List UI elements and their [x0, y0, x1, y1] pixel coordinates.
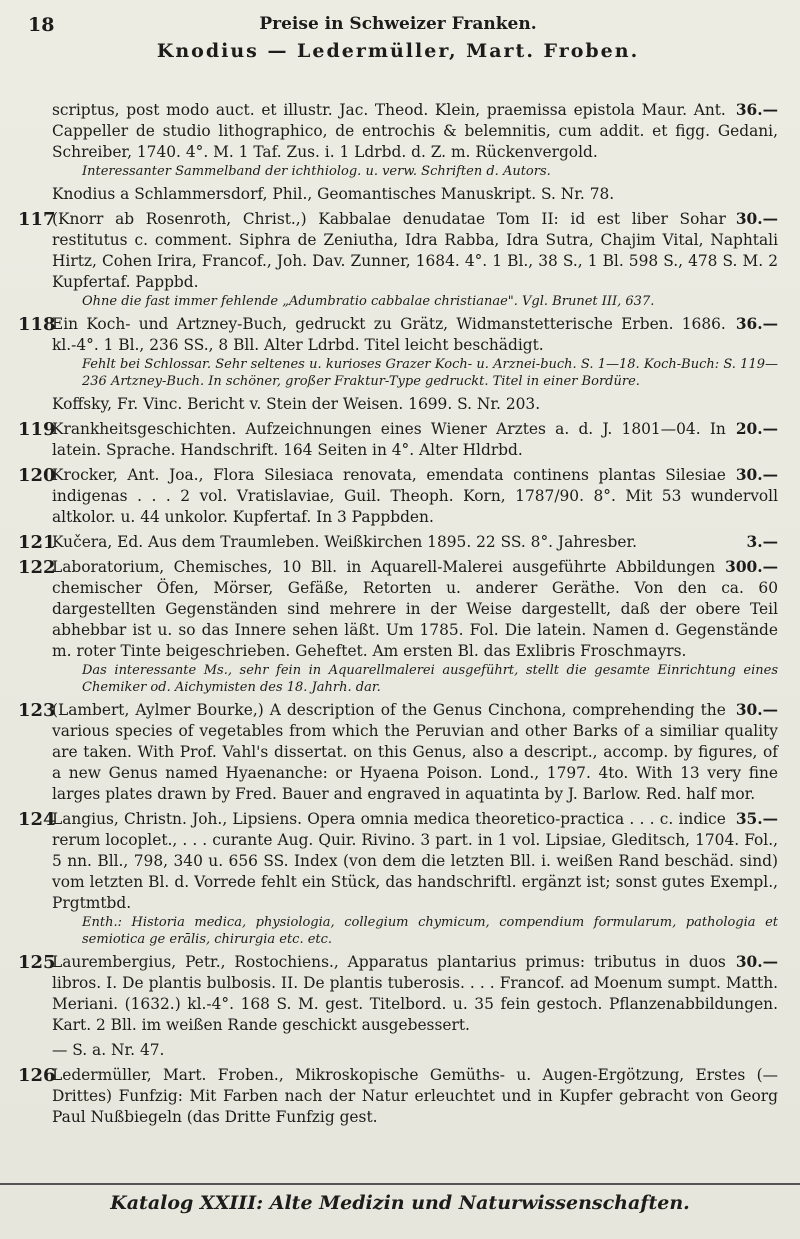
entry-description — [52, 394, 778, 415]
entry-text: Laurembergius, Petr., Rostochiens., Apparatus plantarius primus: tributus in duos libros. I. De plantis bulbosis. II. De plantis tuberosis. . . . Francof. ad Moenum sumpt. Matth. Meriani. (1632.) kl.-4°. 168 S. M. gest. Titelbord. u. 35 fein gestoch. Pflanzenabbildungen. Kart. 2 Bll. im weißen Rande geschickt ausgebessert. — [52, 953, 778, 1034]
entry-description — [52, 557, 778, 662]
entries-list — [18, 100, 778, 1128]
entry-number: 122 — [18, 557, 56, 578]
entry-price: 30.— — [735, 210, 778, 228]
entry-description — [52, 209, 778, 293]
catalog-footer: Katalog XXIII: Alte Medizin und Naturwissenschaften. — [110, 1192, 690, 1214]
catalog-entry — [18, 100, 778, 180]
catalog-entry — [18, 394, 778, 415]
catalog-entry — [18, 952, 778, 1036]
entry-description — [52, 532, 778, 553]
entry-text: Kučera, Ed. Aus dem Traumleben. Weißkirchen 1895. 22 SS. 8°. Jahresber. — [52, 533, 638, 551]
entry-note: Fehlt bei Schlossar. Sehr seltenes u. kurioses Grazer Koch- u. Arznei-buch. S. 1—18. Koch-Buch: S. 119—236 Artzney-Buch. In schöner, großer Fraktur-Type gedruckt. Titel in einer Bordüre. — [82, 357, 778, 389]
catalog-entry — [18, 532, 778, 553]
catalog-entry — [18, 557, 778, 696]
entry-price: 36.— — [735, 101, 778, 119]
entry-price: 30.— — [735, 953, 778, 971]
entry-description — [52, 952, 778, 1036]
catalog-entry — [18, 809, 778, 948]
entry-price: 30.— — [735, 466, 778, 484]
entry-description — [52, 465, 778, 528]
catalog-entry — [18, 209, 778, 310]
entry-description — [52, 1040, 778, 1061]
entry-description — [52, 314, 778, 356]
catalog-entry — [18, 419, 778, 461]
entry-text: Knodius a Schlammersdorf, Phil., Geomantisches Manuskript. S. Nr. 78. — [52, 185, 615, 203]
running-head-range: Knodius — Ledermüller, Mart. Froben. — [156, 40, 640, 62]
entry-price: 35.— — [735, 810, 778, 828]
entry-description — [52, 419, 778, 461]
entry-number: 123 — [18, 700, 56, 721]
entry-price: 30.— — [735, 701, 778, 719]
entry-text: Langius, Christn. Joh., Lipsiens. Opera omnia medica theoretico-practica . . . c. indice rerum locoplet., . . . curante Aug. Quir. Rivino. 3 part. in 1 vol. Lipsiae, Gleditsch, 1704. Fol., 5 nn. Bll., 798, 340 u. 656 SS. Index (von dem die letzten Bll. i. weißen Rand beschäd. sind) vom letzten Bl. d. Vorrede fehlt ein Stück, das handschriftl. ergänzt ist; sonst gutes Exempl., Prgtmtbd. — [52, 810, 778, 912]
entry-number: 121 — [18, 532, 56, 553]
entry-description — [52, 184, 778, 205]
entry-text: — S. a. Nr. 47. — [52, 1041, 165, 1059]
entry-description — [52, 100, 778, 163]
entry-text: Krocker, Ant. Joa., Flora Silesiaca renovata, emendata continens plantas Silesiae indigenas . . . 2 vol. Vratislaviae, Guil. Theoph. Korn, 1787/90. 8°. Mit 53 wundervoll altkolor. u. 44 unkolor. Kupfertaf. In 3 Pappbden. — [52, 466, 778, 526]
entry-text: Ein Koch- und Artzney-Buch, gedruckt zu Grätz, Widmanstetterische Erben. 1686. kl.-4°. 1 Bl., 236 SS., 8 Bll. Alter Ldrbd. Titel leicht beschädigt. — [52, 315, 726, 354]
entry-number: 126 — [18, 1065, 56, 1086]
entry-description — [52, 700, 778, 805]
entry-number: 120 — [18, 465, 56, 486]
entry-description — [52, 809, 778, 914]
footer-rule — [0, 1183, 800, 1185]
entry-price: 3.— — [746, 533, 778, 551]
running-head-price-note: Preise in Schweizer Franken. — [259, 14, 537, 34]
entry-note: Das interessante Ms., sehr fein in Aquarellmalerei ausgeführt, stellt die gesamte Einrichtung eines Chemiker od. Aichymisten des 18. Jahrh. dar. — [82, 663, 778, 695]
entry-note: Interessanter Sammelband der ichthiolog. u. verw. Schriften d. Autors. — [82, 164, 551, 179]
catalog-entry — [18, 314, 778, 390]
entry-text: Krankheitsgeschichten. Aufzeichnungen eines Wiener Arztes a. d. J. 1801—04. In latein. Sprache. Handschrift. 164 Seiten in 4°. Alter Hldrbd. — [52, 420, 726, 459]
entry-text: (Lambert, Aylmer Bourke,) A description of the Genus Cinchona, comprehending the various species of vegetables from which the Peruvian and other Barks of a similiar quality are taken. With Prof. Vahl's dissertat. on this Genus, also a descript., accomp. by figures, of a new Genus named Hyaenanche: or Hyaena Poison. Lond., 1797. 4to. With 13 very fine larges plates drawn by Fred. Bauer and engraved in aquatinta by J. Barlow. Red. half mor. — [52, 701, 778, 803]
page-header — [18, 10, 778, 100]
catalog-entry — [18, 1065, 778, 1128]
entry-price: 300.— — [725, 558, 778, 576]
entry-number: 119 — [18, 419, 56, 440]
entry-text: scriptus, post modo auct. et illustr. Jac. Theod. Klein, praemissa epistola Maur. Ant. Cappeller de studio lithographico, de entrochis & belemnitis, cum addit. et figg. Gedani, Schreiber, 1740. 4°. M. 1 Taf. Zus. i. 1 Ldrbd. d. Z. m. Rückenvergold. — [52, 101, 778, 161]
entry-price: 20.— — [735, 420, 778, 438]
entry-price: 36.— — [735, 315, 778, 333]
entry-text: (Knorr ab Rosenroth, Christ.,) Kabbalae denudatae Tom II: id est liber Sohar restitutus c. comment. Siphra de Zeniutha, Idra Rabba, Idra Sutra, Chajim Vital, Naphtali Hirtz, Cohen Irira, Francof., Joh. Dav. Zunner, 1684. 4°. 1 Bl., 38 S., 1 Bl. 598 S., 478 S. M. 2 Kupfertaf. Pappbd. — [52, 210, 778, 291]
catalog-entry — [18, 465, 778, 528]
entry-text: Ledermüller, Mart. Froben., Mikroskopische Gemüths- u. Augen-Ergötzung, Erstes (— Drittes) Funfzig: Mit Farben nach der Natur erleuchtet und in Kupfer gebracht von Georg Paul Nußbiegeln (das Dritte Funfzig gest. — [52, 1066, 778, 1126]
entry-note: Enth.: Historia medica, physiologia, collegium chymicum, compendium formularum, pathologia et semiotica ge erālis, chirurgia etc. etc. — [82, 915, 778, 947]
entry-description — [52, 1065, 778, 1128]
entry-number: 125 — [18, 952, 56, 973]
catalog-entry — [18, 1040, 778, 1061]
entry-note: Ohne die fast immer fehlende „Adumbratio cabbalae christianae". Vgl. Brunet III, 637. — [82, 294, 655, 309]
entry-text: Koffsky, Fr. Vinc. Bericht v. Stein der Weisen. 1699. S. Nr. 203. — [52, 395, 541, 413]
page-number: 18 — [28, 14, 55, 36]
entry-text: Laboratorium, Chemisches, 10 Bll. in Aquarell-Malerei ausgeführte Abbildungen chemischer Öfen, Mörser, Gefäße, Retorten u. anderer Geräthe. Von den ca. 60 dargestellten Gegenständen sind mehrere in der Weise dargestellt, daß der obere Teil abhebbar ist u. so das Innere sehen läßt. Um 1785. Fol. Die latein. Namen d. Gegenstände m. roter Tinte beigeschrieben. Geheftet. Am ersten Bl. das Exlibris Froschmayrs. — [52, 558, 778, 660]
catalog-entry — [18, 184, 778, 205]
catalog-entry — [18, 700, 778, 805]
entry-number: 118 — [18, 314, 56, 335]
entry-number: 124 — [18, 809, 56, 830]
entry-number: 117 — [18, 209, 56, 230]
